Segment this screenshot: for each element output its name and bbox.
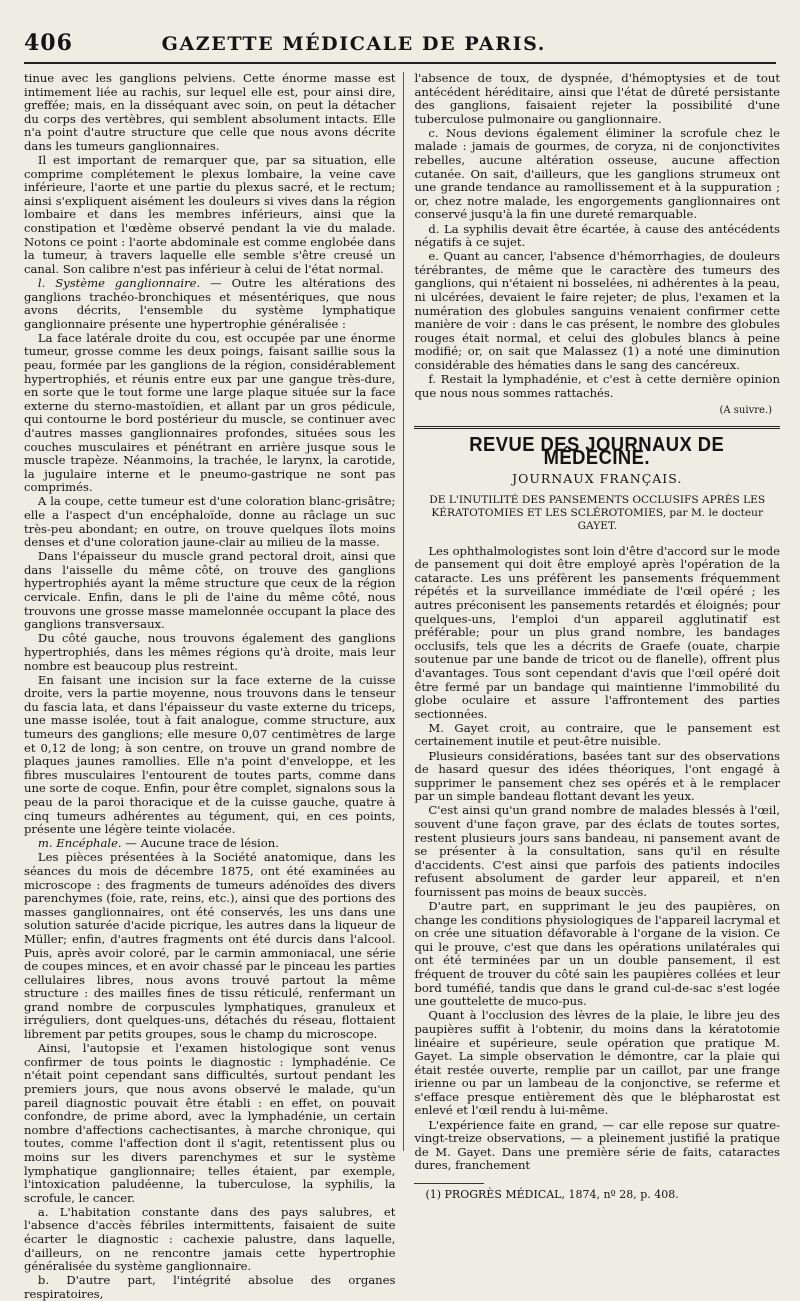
paragraph — [24, 837, 395, 851]
item-label: m. Encéphale. — [37, 836, 122, 851]
section-subtitle: JOURNAUX FRANÇAIS. — [512, 471, 683, 487]
paragraph: Les ophthalmologistes sont loin d'être d'accord sur le mode de pansement qui doit être employé après l'opération de la cataracte. Les uns préfèrent les pansements fréquemment répétés et la surveillance immédiate de l'œil opéré ; les autres préconisent les pansements retardés et éloignés; pour quelques-uns, l'emploi d'un appareil agglutinatif est préférable; pour un plus grand nombre, les bandages occlusifs, tels que les a décrits de Graefe (ouate, charpie soutenue par une bande de tricot ou de flanelle), offrent plus d'avantages. Tous sont cependant d'avis que l'œil opéré doit être fermé par un bandage qui maintienne l'immobilité du globe oculaire et assure l'affrontement des parties sectionnées. — [414, 543, 780, 721]
paragraph: Ainsi, l'autopsie et l'examen histologique sont venus confirmer de tous points le diagnostic : lymphadénie. Ce n'était point cependant sans difficultés, surtout pendant les premiers jours, que nous avons observé le malade, qu'un pareil diagnostic pouvait être établi : en effet, on pouvait confondre, de prime abord, avec la lymphadénie, un certain nombre d'affections cachectisantes, à marche chronique, qui toutes, comme l'affection dont il s'agit, retentissent plus ou moins sur les divers parenchymes et sur le système lymphatique ganglionnaire; telles étaient, par exemple, l'intoxication paludéenne, la tuberculose, la syphilis, la scrofule, le cancer. — [24, 1041, 396, 1205]
paragraph — [24, 277, 395, 331]
to-be-continued: (A suivre.) — [719, 405, 772, 417]
paragraph: M. Gayet croit, au contraire, que le pansement est certainement inutile et peut-être nuisible. — [414, 720, 780, 749]
paragraph: D'autre part, en supprimant le jeu des paupières, on change les conditions physiologiques de l'appareil lacrymal et on crée une situation défavorable à l'organe de la vision. Ce qui le prouve, c'est que dans les opérations unilatérales qui ont été terminées par un un double pansement, il est fréquent de trouver du côté sain les paupières collées et leur bord tuméfié, tandis que dans le grand cul-de-sac s'est logée une gouttelette de muco-pus. — [414, 899, 780, 1009]
item-text: — Outre les altérations des ganglions trachéo-bronchiques et mésentériques, que nous avons décrits, l'ensemble du système lymphatique ganglionnaire présente une hypertrophie généralisée : — [24, 275, 396, 331]
right-column — [414, 71, 780, 1201]
paragraph: La face latérale droite du cou, est occupée par une énorme tumeur, grosse comme les deux poings, faisant saillie sous la peau, formée par les ganglions de la région, considérablement hypertrophiés, et réunis entre eux par une gangue très-dure, en sorte que le tout forme une large plaque située sur la face externe du sterno-mastoïdien, et allant par un gros pédicule, qui contourne le bord postérieur du muscle, se continuer avec d'autres masses ganglionnaires profondes, situées sous les couches musculaires et pénétrant en arrière jusque sous le muscle trapèze. Néanmoins, la trachée, le larynx, la carotide, la jugulaire interne et le pneumo-gastrique ne sont pas comprimés. — [24, 330, 396, 495]
paragraph: tinue avec les ganglions pelviens. Cette énorme masse est intimement liée au rachis, sur lequel elle est, pour ainsi dire, greffée; mais, en la disséquant avec soin, on peut la détacher du corps des vertèbres, qui semblent absolument intacts. Elle n'a point d'autre structure que celle que nous avons décrite dans les tumeurs ganglionnaires. — [24, 71, 396, 153]
paragraph: Quant à l'occlusion des lèvres de la plaie, le libre jeu des paupières suffit à l'obtenir, du moins dans la kératotomie linéaire et supérieure, seule opération que pratique M. Gayet. La simple observation le démontre, car la plaie qui était restée ouverte, remplie par un caillot, par une frange irienne ou par un lambeau de la conjonctive, se referme et s'efface presque entièrement dès que le blépharostat est enlevé et l'œil rendu à lui-même. — [414, 1008, 780, 1118]
page-header — [24, 30, 776, 64]
paragraph: Du côté gauche, nous trouvons également des ganglions hypertrophiés, dans les mêmes régions qu'à droite, mais leur nombre est beaucoup plus restreint. — [24, 631, 396, 673]
paragraph: d. La syphilis devait être écartée, à cause des antécédents négatifs à ce sujet. — [414, 221, 780, 250]
text-columns — [24, 71, 780, 1301]
paragraph: L'expérience faite en grand, — car elle repose sur quatre-vingt-treize observations, — a pleinement justifié la pratique de M. Gayet. Dans une première série de faits, cataractes dures, franchement — [414, 1117, 780, 1173]
paragraph: Il est important de remarquer que, par sa situation, elle comprime complétement le plexus lombaire, la veine cave inférieure, l'aorte et une partie du plexus sacré, et le rectum; ainsi s'expliquent aisément les douleurs si vives dans la région lombaire et dans les membres inférieurs, ainsi que la constipation et l'œdème observé pendant la vie du malade. Notons ce point : l'aorte abdominale est comme englobée dans la tumeur, à travers laquelle elle semble s'être creusé un canal. Son calibre n'est pas inférieur à celui de l'état normal. — [24, 153, 396, 276]
paragraph: En faisant une incision sur la face externe de la cuisse droite, vers la partie moyenne, nous trouvons dans le tenseur du fascia lata, et dans l'épaisseur du vaste externe du triceps, une masse isolée, tout à fait analogue, comme structure, aux tumeurs des ganglions; elle mesure 0,07 centimètres de large et 0,12 de long; à son centre, on trouve un grand nombre de plaques jaunes ramollies. Elle n'a point d'enveloppe, et les fibres musculaires l'entourent de toutes parts, comme dans une sorte de coque. Enfin, pour être complet, signalons sous la peau de la paroi thoracique et de la cuisse gauche, quatre à cinq tumeurs adhérentes au tégument, qui, en ces points, présente une légère teinte violacée. — [24, 672, 396, 837]
paragraph: C'est ainsi qu'un grand nombre de malades blessés à l'œil, souvent d'une façon grave, par des éclats de toutes sortes, restent plusieurs jours sans bandeau, ni pansement avant de se présenter à la consultation, sans qu'il en résulte d'accidents. C'est ainsi que parfois des patients indociles refusent absolument de garder leur appareil, et n'en fournissent pas moins de beaux succès. — [414, 803, 780, 899]
running-title: GAZETTE MÉDICALE DE PARIS. — [161, 33, 546, 55]
paragraph: e. Quant au cancer, l'absence d'hémorrhagies, de douleurs térébrantes, de même que le caractère des tumeurs des ganglions, qui n'étaient ni bosselées, ni adhérentes à la peau, ni ulcérées, devaient le faire rejeter; de plus, l'examen et la numération des globules sanguins venaient confirmer cette manière de voir : dans le cas présent, le nombre des globules rouges était normal, et celui des globules blancs à peine modifié; or, on sait que Malassez (1) a noté une diminution considérable des hématies dans le sang des cancéreux. — [414, 249, 780, 372]
paragraph: Plusieurs considérations, basées tant sur des observations de hasard quesur des idées théoriques, l'ont engagé à supprimer le pansement chez ses opérés et à le remplacer par un simple bandeau flottant devant les yeux. — [414, 748, 780, 804]
paragraph: Dans l'épaisseur du muscle grand pectoral droit, ainsi que dans l'aisselle du même côté, on trouve des ganglions hypertrophiés ayant la même structure que ceux de la région cervicale. Enfin, dans le pli de l'aine du même côté, nous trouvons une grosse masse mamelonnée occupant la place des ganglions transversaux. — [24, 549, 396, 632]
paragraph: b. D'autre part, l'intégrité absolue des organes respiratoires, — [24, 1273, 396, 1301]
footnote: (1) PROGRÈS MÉDICAL, 1874, nº 28, p. 408. — [425, 1187, 679, 1201]
footnote-rule — [414, 1183, 484, 1184]
section-rule — [414, 426, 780, 429]
paragraph: Les pièces présentées à la Société anatomique, dans les séances du mois de décembre 1875, ont été examinées au microscope : des fragments de tumeurs adénoïdes des divers parenchymes (foie, rate, reins, etc.), ainsi que des portions des masses ganglionnaires, ont été conservés, les uns dans une solution saturée d'acide picrique, les autres dans la liqueur de Müller; enfin, d'autres fragments ont été durcis dans l'alcool. Puis, après avoir coloré, par le carmin ammoniacal, une série de coupes minces, et en avoir chassé par le pinceau les parties cellulaires libres, nous avons trouvé partout la même structure : des mailles fines de tissu réticulé, renfermant un grand nombre de corpuscules lymphatiques, granuleux et irréguliers, dont quelques-uns, détachés du réseau, flottaient librement par petits groupes, sous le champ du microscope. — [24, 850, 396, 1042]
paragraph: a. L'habitation constante dans des pays salubres, et l'absence d'accès fébriles intermittents, faisaient de suite écarter le diagnostic : cachexie palustre, dans laquelle, d'ailleurs, on ne rencontre jamais cette hypertrophie généralisée du système ganglionnaire. — [24, 1204, 396, 1274]
article-title: DE L'INUTILITÉ DES PANSEMENTS OCCLUSIFS APRÈS LES KÉRATOTOMIES ET LES SCLÉROTOMIES, par M. le docteur GAYET. — [429, 493, 766, 532]
page-number: 406 — [24, 30, 73, 56]
paragraph: c. Nous devions également éliminer la scrofule chez le malade : jamais de gourmes, de coryza, ni de conjonctivites rebelles, aucune altération osseuse, aucune affection cutanée. On sait, d'ailleurs, que les ganglions strumeux ont une grande tendance au ramollissement et à la suppuration ; or, chez notre malade, les engorgements ganglionnaires ont conservé jusqu'à la fin une dureté remarquable. — [414, 125, 780, 222]
item-text: — Aucune trace de lésion. — [121, 836, 279, 851]
section-title: REVUE DES JOURNAUX DE MÉDECINE. — [469, 433, 725, 470]
item-label: l. Système ganglionnaire. — [37, 275, 201, 290]
paragraph: l'absence de toux, de dyspnée, d'hémoptysies et de tout antécédent héréditaire, ainsi que l'état de dûreté persistante des ganglions, faisaient rejeter la possibilité d'une tuberculose pulmonaire ou ganglionnaire. — [414, 71, 780, 126]
paragraph: f. Restait la lymphadénie, et c'est à cette dernière opinion que nous nous sommes rattachés. — [414, 372, 780, 400]
left-column — [24, 71, 404, 1301]
paragraph: A la coupe, cette tumeur est d'une coloration blanc-grisâtre; elle a l'aspect d'un encéphaloïde, donne au râclage un suc très-peu abondant; en outre, on trouve quelques îlots moins denses et d'une coloration jaune-clair au milieu de la masse. — [24, 494, 396, 550]
